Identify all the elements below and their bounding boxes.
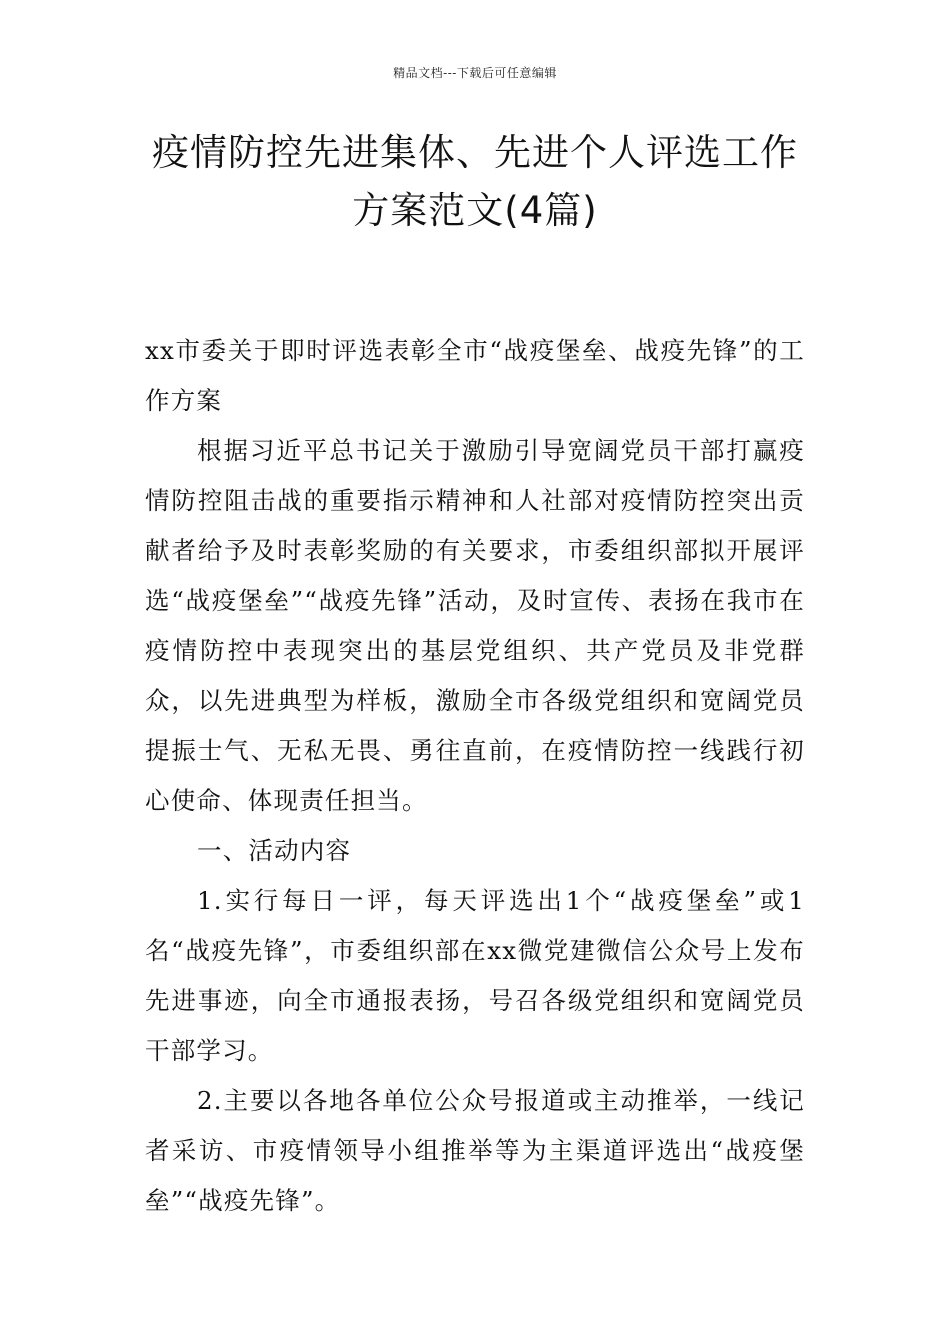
document-body (145, 326, 805, 1226)
document-title (130, 124, 820, 240)
item-paragraph-2: 2.主要以各地各单位公众号报道或主动推举，一线记者采访、市疫情领导小组推举等为主渠道评选出“战疫堡垒”“战疫先锋”。 (145, 1086, 805, 1215)
section-heading: 一、活动内容 (197, 836, 352, 865)
doc-subtitle: xx市委关于即时评选表彰全市“战疫堡垒、战疫先锋”的工作方案 (145, 336, 805, 415)
item-paragraph-1: 1.实行每日一评，每天评选出1个“战疫堡垒”或1名“战疫先锋”，市委组织部在xx微党建微信公众号上发布先进事迹，向全市通报表扬，号召各级党组织和宽阔党员干部学习。 (145, 886, 805, 1065)
intro-paragraph: 根据习近平总书记关于激励引导宽阔党员干部打赢疫情防控阻击战的重要指示精神和人社部对疫情防控突出贡献者给予及时表彰奖励的有关要求，市委组织部拟开展评选“战疫堡垒”“战疫先锋”活动，及时宣传、表扬在我市在疫情防控中表现突出的基层党组织、共产党员及非党群众，以先进典型为样板，激励全市各级党组织和宽阔党员提振士气、无私无畏、勇往直前，在疫情防控一线践行初心使命、体现责任担当。 (145, 436, 805, 815)
header-note: 精品文档---下载后可任意编辑 (393, 66, 557, 80)
title-line-1: 疫情防控先进集体、先进个人评选工作 (152, 131, 798, 174)
title-line-2: 方案范文(4篇) (352, 189, 598, 232)
